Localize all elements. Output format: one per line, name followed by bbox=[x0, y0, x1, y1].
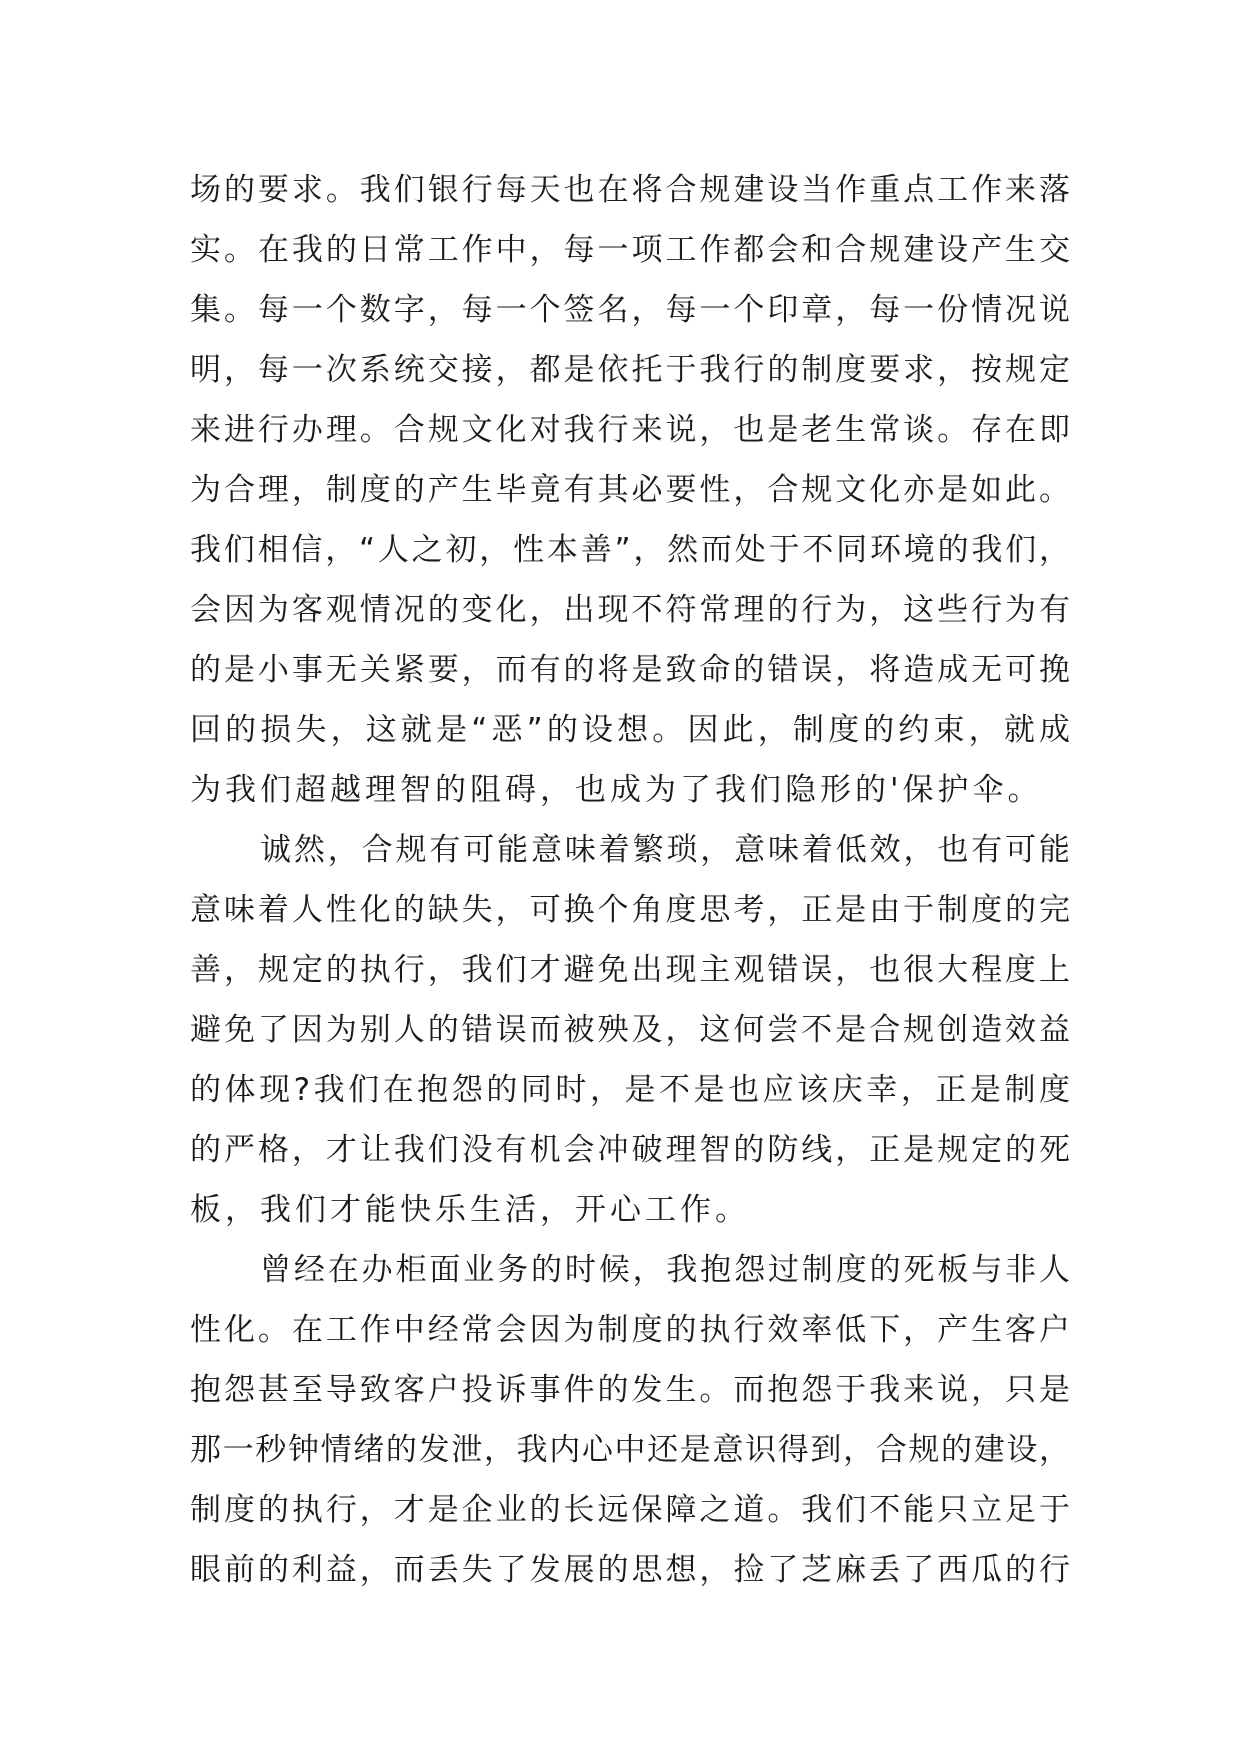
text-line: 曾经在办柜面业务的时候，我抱怨过制度的死板与非人 bbox=[260, 1252, 1070, 1288]
body-text bbox=[190, 160, 1070, 1600]
text-line: 场的要求。我们银行每天也在将合规建设当作重点工作来落 bbox=[190, 172, 1070, 208]
text-line: 的是小事无关紧要，而有的将是致命的错误，将造成无可挽 bbox=[190, 652, 1070, 688]
text-line: 性化。在工作中经常会因为制度的执行效率低下，产生客户 bbox=[190, 1312, 1070, 1348]
text-line: 为合理，制度的产生毕竟有其必要性，合规文化亦是如此。 bbox=[190, 472, 1070, 508]
text-line: 意味着人性化的缺失，可换个角度思考，正是由于制度的完 bbox=[190, 892, 1070, 928]
text-line: 避免了因为别人的错误而被殃及，这何尝不是合规创造效益 bbox=[190, 1012, 1070, 1048]
text-line: 为我们超越理智的阻碍，也成为了我们隐形的'保护伞。 bbox=[190, 772, 1043, 808]
text-line: 集。每一个数字，每一个签名，每一个印章，每一份情况说 bbox=[190, 292, 1070, 328]
text-line: 眼前的利益，而丢失了发展的思想，捡了芝麻丢了西瓜的行 bbox=[190, 1552, 1070, 1588]
text-line: 那一秒钟情绪的发泄，我内心中还是意识得到，合规的建设， bbox=[190, 1432, 1070, 1468]
text-line: 制度的执行，才是企业的长远保障之道。我们不能只立足于 bbox=[190, 1492, 1070, 1528]
text-line: 我们相信，“人之初，性本善”，然而处于不同环境的我们， bbox=[190, 532, 1070, 568]
text-line: 善，规定的执行，我们才避免出现主观错误，也很大程度上 bbox=[190, 952, 1070, 988]
text-line: 的体现?我们在抱怨的同时，是不是也应该庆幸，正是制度 bbox=[190, 1072, 1070, 1108]
text-line: 来进行办理。合规文化对我行来说，也是老生常谈。存在即 bbox=[190, 412, 1070, 448]
text-line: 明，每一次系统交接，都是依托于我行的制度要求，按规定 bbox=[190, 352, 1070, 388]
text-line: 诚然，合规有可能意味着繁琐，意味着低效，也有可能 bbox=[260, 832, 1070, 868]
text-line: 抱怨甚至导致客户投诉事件的发生。而抱怨于我来说，只是 bbox=[190, 1372, 1070, 1408]
text-line: 会因为客观情况的变化，出现不符常理的行为，这些行为有 bbox=[190, 592, 1070, 628]
text-line: 板，我们才能快乐生活，开心工作。 bbox=[190, 1192, 750, 1228]
text-line: 实。在我的日常工作中，每一项工作都会和合规建设产生交 bbox=[190, 232, 1070, 268]
text-line: 的严格，才让我们没有机会冲破理智的防线，正是规定的死 bbox=[190, 1132, 1070, 1168]
text-line: 回的损失，这就是“恶”的设想。因此，制度的约束，就成 bbox=[190, 712, 1070, 748]
